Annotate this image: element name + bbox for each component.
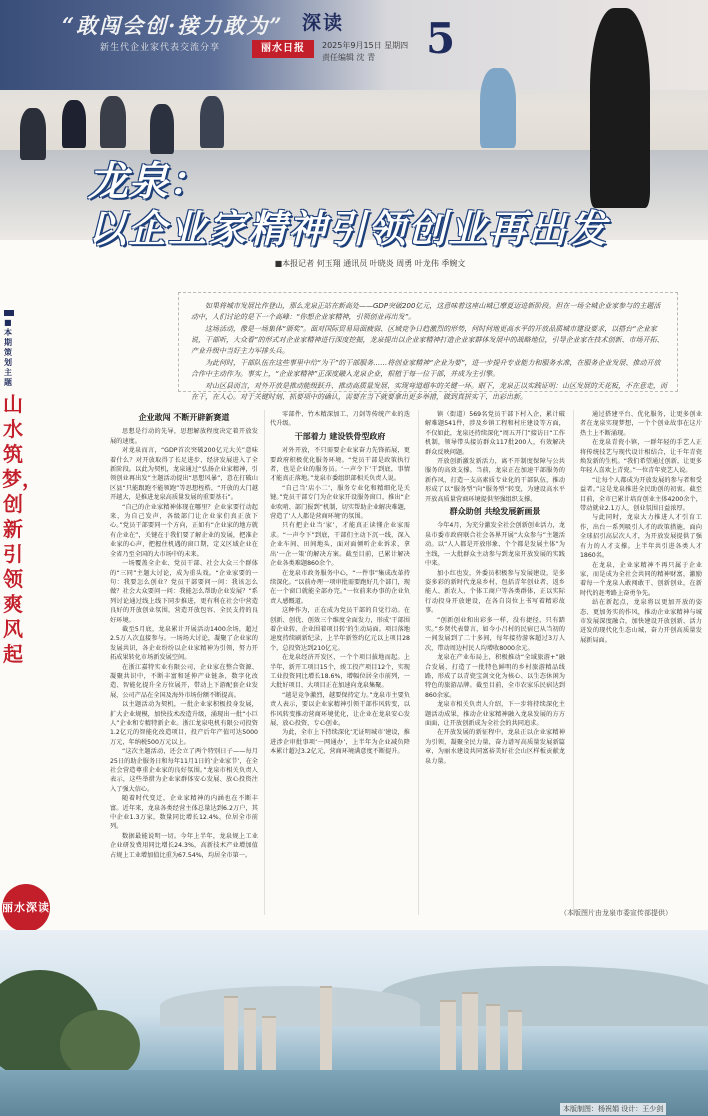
article-paragraph: 今年4月，为充分激发全社会创新创业活力，龙泉市委市政府联合社会各界开展“大众参与”主题活动。以“人人都是开放形象、个个都是发展主体”为主线，一大批群众主动参与到龙泉开放发展的实践中来。 (425, 522, 565, 568)
byline: ■本报记者 何玉翔 通讯员 叶晓炎 周勇 叶龙伟 季婉文 (274, 259, 466, 268)
article-paragraph: 镇（街道）569名党员干部下村入企，累计破解难题541件，涉及乡镇工程和村庄建设等方面，不仅如此，龙泉还持续深化“周五开门”接访日“工作机制，领导带头接访群众117批200人，有效解决群众反映问题。 (425, 411, 565, 456)
section-subheading: 干部着力 建设铁骨型政府 (294, 431, 386, 441)
article-paragraph: “这次主题活动，还会立了两个特别日子——每月25日的助企服务日和每年11月1日的‘企业家节’，在全社会营造尊重企业家的良好氛围。”龙泉市相关负责人表示，这些举措为企业家群体安心发展、放心投资注入了强大信心。 (110, 748, 258, 793)
column-divider (264, 410, 265, 915)
article-paragraph: 龙泉市相关负责人介绍，下一步将持续深化主题活动成果，推动企业家精神融入龙泉发展的方方面面，让开放创新成为全社会的共同追求。 (425, 701, 565, 727)
article-paragraph: 龙泉在产业布局上，积极推动“全域旅游+”融合发展，打造了一批特色鲜明的乡村旅游精品线路，形成了以青瓷宝剑文化为核心、以生态休闲为特色的旅游品牌。截至目前，全市农家乐民宿达到860余家。 (425, 654, 565, 699)
article-column-3 (425, 410, 565, 910)
article-paragraph: 一场覆盖全企业、党员干部、社会大众三个群体的“三同”主题大讨论，成为重头戏。“企业家要的一句：我要怎么创业？党员干部要问一问：我该怎么做？社会大众要问一问：我能怎么帮助企业发展？”系列讨论通过线上线下同步推进，更有利在社会中营造良好的开放创业氛围，营造开放包容、全民支持的良好环境。 (110, 560, 258, 624)
banner-subtitle: 新生代企业家代表交流分享 (100, 43, 221, 53)
article-paragraph: “越是竞争激烈，越要保持定力。”龙泉市主要负责人表示，要以企业家精神引领干部作风转变，以作风转变推动营商环境优化，让企业在龙泉安心发展、放心投资、专心创业。 (270, 691, 410, 727)
article-paragraph: “自己当‘店小二’，服务专业化和精细化是关键。”党员干部专门为企业家开设服务窗口，推出“企业吹哨、部门报到”机制，切实帮助企业解决难题，营造了‘人人都是营商环境’的氛围。 (270, 484, 410, 521)
banner-slogan: “敢闯会创·接力敢为” (62, 13, 284, 38)
photo-building (508, 1010, 522, 1072)
article-paragraph: 开放创新激发新活力，离不开制度保障与公共服务的高效支撑。当前，龙泉正在加速干部服务的新作风，打造一支高素质专业化的干部队伍，推动形成了以“服务型”向“服务型”转变，为建设高水平开放高质量营商环境提供坚强组织支撑。 (425, 458, 565, 503)
photo-figure (590, 8, 650, 208)
article-paragraph: 在龙泉经济开发区，一个个项目拔地而起。上半年，新开工项目15个，竣工投产项目12个，实现工业投资同比增长18.6%，增幅位居全市前列，一大批好项目、大项目正在加速向龙泉集聚。 (270, 654, 410, 690)
design-credits: 本版制图：杨祝娟 设计：王少剑 (560, 1103, 666, 1115)
article-paragraph: 加小红也发，外委员积极参与发展建设，是多姿多彩的新时代龙泉乡村，包括青年创业者、返乡能人、新农人、个体工商户等各类群体，正以实际行动投身开放建设，在各自岗位上书写着精彩故事。 (425, 569, 565, 615)
lead-box (178, 292, 678, 401)
section-name: 深读 (302, 12, 345, 34)
photo-figure (100, 96, 126, 148)
article-column-4 (580, 410, 702, 910)
lead-paragraph: 为此何时，干部队伍在这些事里中给“为干”的干部服务……将创业家精神“企业为要”，进一步提升专业能力和服务水准，在服务企业发展、推动开放合作中主动作为。事实上，“企业家精神”正深度融入龙泉企业，根植于每一位干部，并成为主引擎。 (191, 359, 661, 378)
article-paragraph: 以主题活动为契机，一批企业家积极投身发展，扩大企业规模，加快技术改造升级，涌现出一批“小巨人”企业和专精特新企业。浙江龙泉电机有限公司投资1.2亿元的智能化改造项目，投产后年产值可达5000万元，年纳税500万元以上。 (110, 701, 258, 746)
photo-building (440, 1000, 456, 1072)
photo-building (262, 1016, 276, 1072)
photo-building (320, 986, 332, 1072)
article-paragraph: 在开放发展的新征程中，龙泉正以企业家精神为引领，凝聚全民力量，奋力谱写高质量发展新篇章，为丽水建设共同富裕美好社会山区样板贡献龙泉力量。 (425, 729, 565, 765)
issue-date: 2025年9月15日 星期四 (322, 41, 409, 50)
photo-note: （本版图片由龙泉市委宣传部提供） (560, 909, 672, 917)
sidebar-marker (4, 310, 14, 316)
city-photo (0, 930, 708, 1116)
seal-stamp: 丽水深读 (2, 884, 50, 932)
article-paragraph: 零部件、竹木精深加工、刀剑等传统产业的迭代升级。 (270, 411, 410, 428)
article-paragraph: “让每个人都成为开放发展的参与者和受益者。”这是龙泉推进全民助创的初衷。截至目前，全市已累计培育创业主体4200余个，带动就业2.1万人，创业氛围日益浓厚。 (580, 476, 702, 513)
editor-credit: 责任编辑 沈 青 (322, 53, 376, 62)
article-paragraph: 通过搭建平台、优化服务，让更多创业者在龙泉实现梦想，一个个创业故事在这片热土上不断涌现。 (580, 411, 702, 437)
photo-building (224, 996, 238, 1072)
photo-figure (200, 96, 224, 148)
article-paragraph: 与此同时，龙泉大力推进人才引育工作，出台一系列吸引人才的政策措施，面向全球招引高层次人才，为开放发展提供了强有力的人才支撑。上半年共引进各类人才1860名。 (580, 514, 702, 560)
article-paragraph: 只有把企业当‘家’，才能真正读懂企业家需求。“一声令下”到底，干部们主动下沉一线，深入企业车间、田间地头，面对面倾听企业诉求，拿出‘一企一策’的解决方案。截至目前，已累计解决企业各类难题860余个。 (270, 522, 410, 568)
article-paragraph: 对龙泉而言，“GDP首次突破200亿元大关”意味着什么？对开放取得了长足进步，经济发展进入了全新阶段。以此为契机，龙泉通过“弘扬企业家精神，引领创业再出发”主题活动提出“思想风暴”，意在打破山区县“只能跟跑不能领跑”等思想桎梏，“开放的大门越开越大，是推进龙泉高质量发展的重要基石”。 (110, 447, 258, 502)
photo-building (462, 992, 478, 1072)
section-subheading: 群众助创 共绘发展新画景 (449, 507, 541, 517)
photo-figure (62, 100, 86, 148)
article-paragraph: 对外开放，不只需要企业家奋力先锋拓展，更要政府积极优化服务环境。“党员干部是政策执行者，也是企业的服务员。‘一声令下’干到底，事情才能真正落地。”龙泉市委组织部相关负责人说。 (270, 447, 410, 483)
section-subheading: 企业敢闯 不断开辟新赛道 (138, 413, 230, 422)
column-divider (418, 410, 419, 915)
lead-paragraph: 对山区县而言，对外开放是推动能级跃升、推动高质量发展、实现弯道超车的关键一环。眼下，龙泉正以实践证明：山区发展的天花板，不在意走，而在干，在人心。对于关键时刻、抓要项中的确认，需要在当下就要拿出更多举措，做到真拼实干、出彩出新。 (191, 382, 667, 401)
photo-building (486, 1004, 500, 1072)
headline-line-1: 龙泉： (88, 159, 208, 205)
lead-paragraph: 如果将城市发展比作登山，那么龙泉正站在新高处——GDP突破200亿元，这意味着这座山城已摩夏迈进新阶段。但在一场全城企业家参与的主题活动中，人们讨论的是下一个高峰：“你想企业家精神，引领创业再出发”。 (191, 302, 661, 321)
photo-figure (480, 68, 516, 148)
photo-building (244, 1008, 256, 1072)
article-paragraph: 思想是行动的先导，思想解放程度决定着开放发展的速度。 (110, 428, 258, 445)
article-paragraph: “创新创业和出彩多一样，没有捷径，只有踏实。”乡贤代表曾言，如今小吕村的民宿已从当初的一间发展到了二十多间，每年接待游客超过3万人次，带动周边村民人均增收8000余元。 (425, 616, 565, 652)
article-paragraph: 站在新起点，龙泉将以更加开放的姿态、更加务实的作风，推动企业家精神与城市发展深度融合，加快建设开放创新、活力迸发的现代化生态山城，奋力开创高质量发展新局面。 (580, 599, 702, 644)
sidebar-slogan: 山水筑梦，创新引领爽风起 (2, 392, 42, 666)
article-paragraph: 在龙泉青瓷小镇，一群年轻的手艺人正将传统技艺与现代设计相结合，让千年青瓷焕发新的生机。“我们希望通过创新，让更多年轻人喜欢上青瓷。”一位青年瓷艺人说。 (580, 439, 702, 475)
article-paragraph: 在浙江嘉特实业有限公司，企业家在整合资源、凝聚共识中，不断丰富和延伸产业链条，数字化改造、智能化提升全方位展开，带动上下游配套企业发展，公司产品在全国及海外市场份额不断提高。 (110, 663, 258, 699)
headline-line-2: 以企业家精神引领创业再出发 (88, 207, 609, 251)
article-paragraph: 数据最能说明一切。今年上半年，龙泉规上工业企业研发费用同比增长24.3%，高新技术产业增加值占规上工业增加值比重为67.54%，均居全市第一。 (110, 832, 258, 859)
article-paragraph: 截至5月底，龙泉累计开展活动1400余场，超过2.5万人次直接参与。一场场大讨论，凝聚了企业家的发展共识，各企业纷纷以企业家精神为引领，努力开拓成果转化市场新发展空间。 (110, 625, 258, 662)
photo-figure (20, 108, 46, 160)
article-paragraph: “自己的企业家精神体现在哪里？企业家要行动起来，为自己发声，各级部门让企业家们真正放下心。”党员干部要同一个方向，正如有“企业家的地方就有企业在”，关键在于我们要了解企业的发展，把准企业家的心声，把握住机遇的窗口期，定义区域企业在全省乃至全国的大市场中的未来。 (110, 503, 258, 558)
photo-mountain (160, 986, 420, 1026)
article-paragraph: 在龙泉，企业家精神不再只属于企业家，而是成为全社会共同的精神财富，激励着每一个龙泉人敢闯敢干、创新创业，在新时代的赶考路上奋勇争先。 (580, 561, 702, 597)
article-paragraph: 随着时代变迁，企业家精神的内涵也在不断丰富。近年来，龙泉各类经营主体总量达到6.2万户，其中企业1.3万家，数量同比增长12.4%，位居全市前列。 (110, 795, 258, 831)
page-number: 5 (426, 14, 456, 63)
article-column-2 (270, 410, 410, 910)
lead-paragraph: 这场活动，像是一场集体“颁奖”。面对国际贸易局面疲弱、区域竞争日趋激烈的形势，何时何地更高水平的开放品质城市建设要求，以搭台“企业家说，干部听，大众看”的形式对企业家精神进行深度挖掘，龙泉提出以企业家精神打造企业家群体发展中的战略地位，引导企业家在技术创新、市场开拓、产业升级中当好主力军排头兵。 (191, 325, 664, 355)
photo-mountain (380, 966, 708, 1026)
article-paragraph: 在龙泉市政务服务中心，“一件事”集成改革持续深化。“以前办理一项审批需要跑好几个部门，现在一个窗口就能全部办完。”一位前来办事的企业负责人感慨道。 (270, 569, 410, 605)
column-divider (573, 410, 574, 915)
photo-figure (150, 104, 174, 154)
newspaper-logo: 丽水日报 (252, 40, 314, 58)
sidebar-label: ■本期策划主题 (4, 318, 12, 387)
article-column-1 (110, 410, 258, 910)
article-paragraph: 这种作为，正在成为党员干部的自觉行动。在创新、创优、创效三个维度全面发力，形成‘干部围着企业转、企业围着项目转’的生动局面。项目落地速度持续刷新纪录，上半年新签约亿元以上项目28个，总投资达到210亿元。 (270, 607, 410, 652)
article-paragraph: 为此，全市上下持续深化‘无证明城市’建设，推进涉企审批事项‘一网通办’，上半年为企业减负降本累计超过3.2亿元，营商环境满意度不断提升。 (270, 729, 410, 756)
